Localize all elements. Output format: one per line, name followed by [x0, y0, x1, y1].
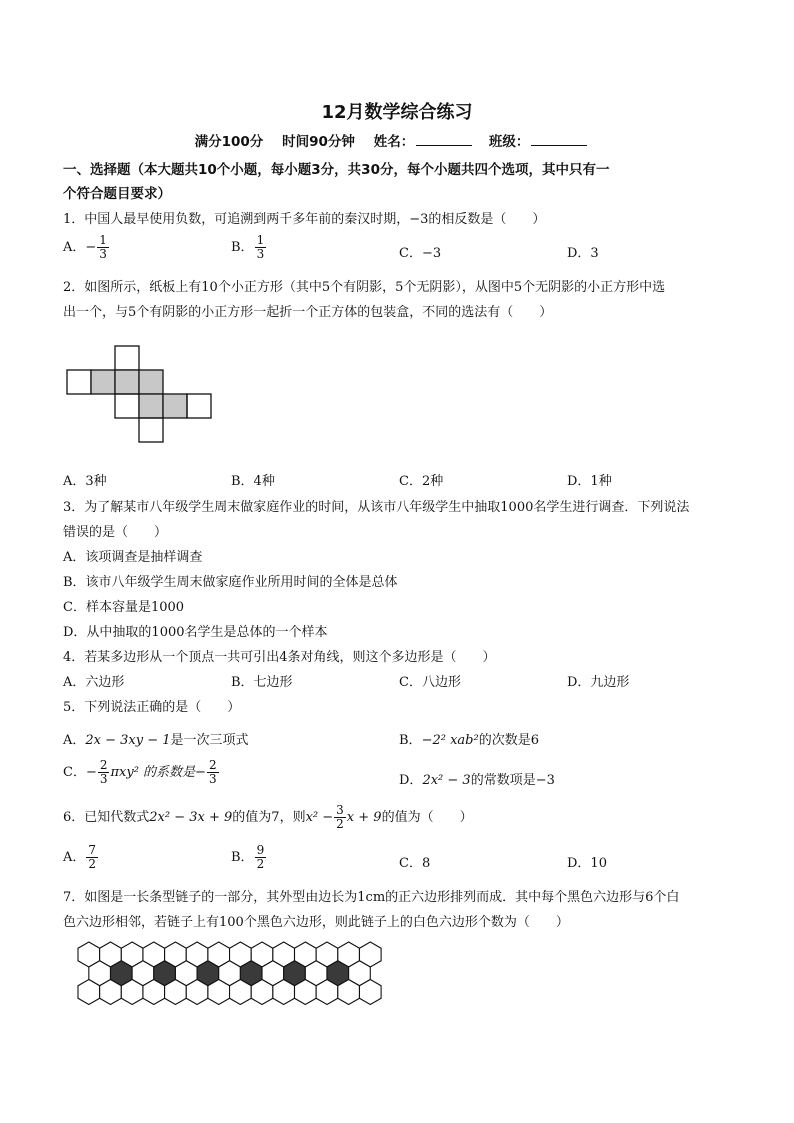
q4-option-d[interactable]: D．九边形	[567, 675, 630, 690]
question-6: 6．已知代数式2x² − 3x + 9的值为7，则x² − $\frac{3}{2}$ x + 9的值为（ ）	[63, 803, 473, 831]
q6-option-c[interactable]: C．8	[399, 856, 431, 871]
page-title: 12月数学综合练习	[321, 102, 473, 123]
math-expression: 2x − 3xy − 1	[85, 733, 171, 748]
white-hexagon	[338, 980, 360, 1005]
question-7-line2: 色六边形相邻，若链子上有100个黑色六边形，则此链子上的白色六边形个数为（ ）	[63, 915, 569, 930]
fraction: $\frac{3}{2}$	[336, 803, 344, 831]
q2-option-a[interactable]: A．3种	[63, 474, 107, 489]
q6-option-d[interactable]: D．10	[567, 856, 607, 871]
white-hexagon	[78, 980, 100, 1005]
q1-option-d[interactable]: D．3	[567, 246, 599, 261]
question-1: 1．中国人最早使用负数，可追溯到两千多年前的秦汉时期，−3的相反数是（ ）	[63, 212, 546, 227]
white-hexagon	[165, 980, 187, 1005]
q3-option-b[interactable]: B．该市八年级学生周末做家庭作业所用时间的全体是总体	[63, 575, 398, 590]
q3-option-c[interactable]: C．样本容量是1000	[63, 600, 185, 615]
time-limit: 时间90分钟	[282, 134, 355, 150]
white-hexagon	[295, 980, 317, 1005]
q3-option-d[interactable]: D．从中抽取的1000名学生是总体的一个样本	[63, 625, 328, 640]
q5-option-b[interactable]: B．−2² xab²的次数是6	[399, 733, 539, 748]
question-2-line2: 出一个，与5个有阴影的小正方形一起折一个正方体的包装盒，不同的选法有（ ）	[63, 305, 553, 320]
q2-option-d[interactable]: D．1种	[567, 474, 612, 489]
q1-option-a[interactable]: A．− $\frac{1}{3}$	[63, 233, 107, 261]
q4-option-c[interactable]: C．八边形	[399, 675, 461, 690]
question-7-line1: 7．如图是一长条型链子的一部分，其外型由边长为1cm的正六边形排列而成．其中每个黑色六边形与6个白	[63, 890, 680, 905]
math-expression: 2x² − 3	[422, 773, 471, 788]
section-heading-line1: 一、选择题（本大题共10个小题，每小题3分，共30分，每个小题共四个选项，其中只有一	[63, 162, 610, 178]
question-5: 5．下列说法正确的是（ ）	[63, 700, 241, 715]
hexagon-chain-figure	[74, 938, 384, 1018]
white-hexagon	[251, 980, 273, 1005]
q6-option-a[interactable]: A． $\frac{7}{2}$	[63, 843, 97, 871]
white-hexagon	[273, 980, 295, 1005]
q3-option-a[interactable]: A．该项调查是抽样调查	[63, 550, 203, 565]
fraction: $\frac{2}{3}$	[99, 758, 108, 786]
math-expression: 2x² − 3x + 9	[149, 810, 233, 825]
question-3-line2: 错误的是（ ）	[63, 525, 168, 540]
q6-option-b[interactable]: B． $\frac{9}{2}$	[231, 843, 265, 871]
white-hexagon	[316, 980, 338, 1005]
q5-option-a[interactable]: A．2x − 3xy − 1是一次三项式	[63, 733, 249, 748]
math-expression: −2² xab²	[421, 733, 479, 748]
q2-option-c[interactable]: C．2种	[399, 474, 444, 489]
exam-info	[0, 130, 794, 150]
white-hexagon	[359, 980, 381, 1005]
fraction: $\frac{1}{3}$	[256, 233, 265, 261]
q2-option-b[interactable]: B．4种	[231, 474, 275, 489]
q4-option-b[interactable]: B．七边形	[231, 675, 293, 690]
q5-option-d[interactable]: D．2x² − 3的常数项是−3	[399, 773, 555, 788]
fraction: $\frac{7}{2}$	[88, 843, 97, 871]
white-hexagon	[100, 980, 122, 1005]
white-hexagon	[208, 980, 230, 1005]
fraction: $\frac{2}{3}$	[208, 758, 217, 786]
q1-option-c[interactable]: C．−3	[399, 246, 442, 261]
q4-option-a[interactable]: A．六边形	[63, 675, 125, 690]
white-hexagon	[121, 980, 143, 1005]
white-hexagon	[143, 980, 165, 1005]
fraction: $\frac{1}{3}$	[99, 233, 107, 261]
name-field[interactable]	[416, 133, 472, 146]
class-field[interactable]	[531, 133, 587, 146]
white-hexagon	[186, 980, 208, 1005]
cube-net-figure	[60, 344, 220, 446]
white-hexagon	[230, 980, 252, 1005]
q5-option-c[interactable]: C．− $\frac{2}{3}$ πxy² 的系数是− $\frac{2}{3}$	[63, 758, 217, 786]
class-label: 班级：	[488, 134, 530, 150]
q1-option-b[interactable]: B． $\frac{1}{3}$	[231, 233, 265, 261]
question-4: 4．若某多边形从一个顶点一共可引出4条对角线，则这个多边形是（ ）	[63, 650, 496, 665]
name-label: 姓名：	[373, 134, 415, 150]
full-score: 满分100分	[194, 134, 264, 150]
section-heading-line2: 个符合题目要求）	[63, 186, 171, 202]
fraction: $\frac{9}{2}$	[256, 843, 265, 871]
question-3-line1: 3．为了解某市八年级学生周末做家庭作业的时间，从该市八年级学生中抽取1000名学生进行调查．下列说法	[63, 500, 690, 515]
question-2-line1: 2．如图所示，纸板上有10个小正方形（其中5个有阴影，5个无阴影），从图中5个无阴影的小正方形中选	[63, 280, 666, 295]
